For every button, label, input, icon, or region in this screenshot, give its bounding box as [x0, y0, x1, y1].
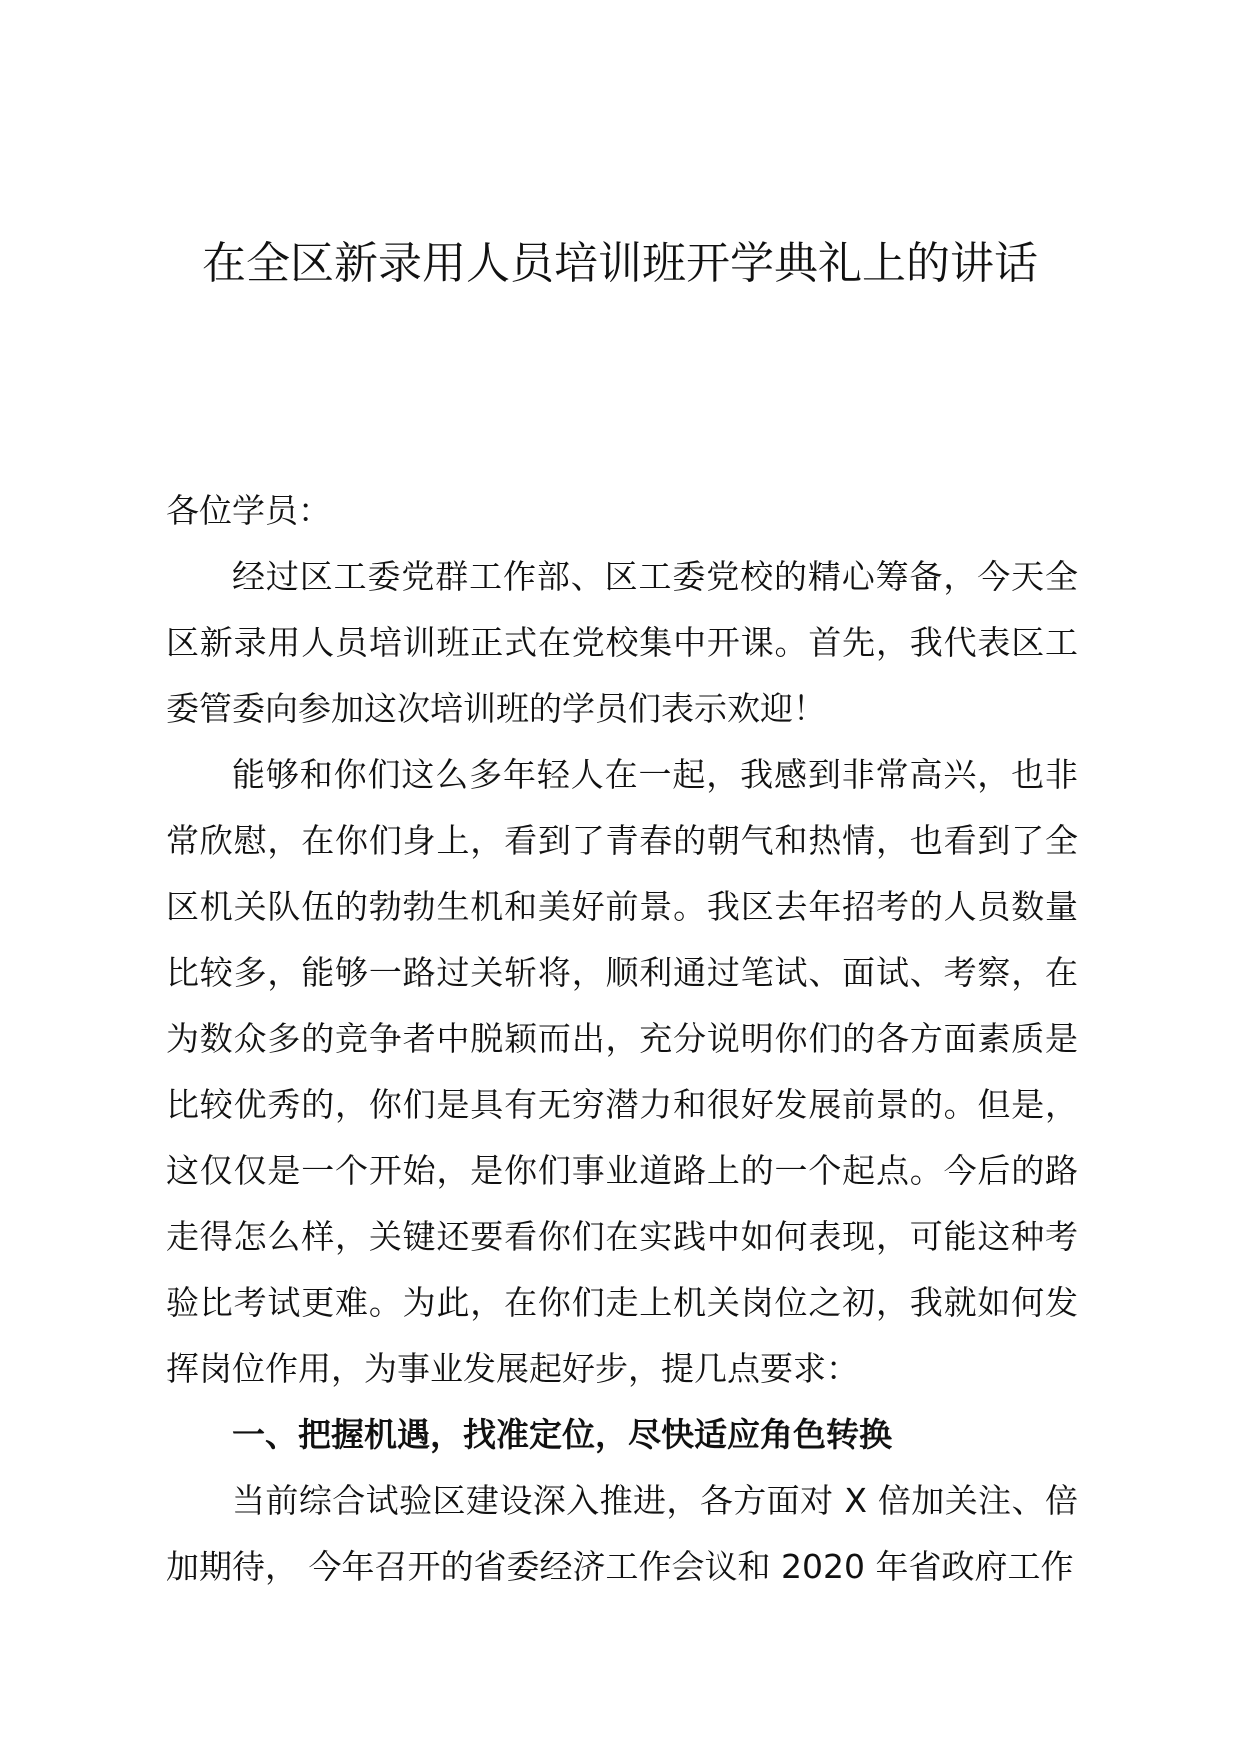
document-title: 在全区新录用人员培训班开学典礼上的讲话: [202, 238, 1038, 289]
paragraph-intro: 经过区工委党群工作部、区工委党校的精心筹备，今天全区新录用人员培训班正式在党校集中开课。首先，我代表区工委管委向参加这次培训班的学员们表示欢迎！: [166, 557, 1078, 728]
document-body: [166, 478, 1078, 1600]
salutation: 各位学员：: [166, 491, 331, 530]
paragraph-welcome: 能够和你们这么多年轻人在一起，我感到非常高兴，也非常欣慰，在你们身上，看到了青春的朝气和热情，也看到了全区机关队伍的勃勃生机和美好前景。我区去年招考的人员数量比较多，能够一路过关斩将，顺利通过笔试、面试、考察，在为数众多的竞争者中脱颖而出，充分说明你们的各方面素质是比较优秀的，你们是具有无穷潜力和很好发展前景的。但是，这仅仅是一个开始，是你们事业道路上的一个起点。今后的路走得怎么样，关键还要看你们在实践中如何表现，可能这种考验比考试更难。为此，在你们走上机关岗位之初，我就如何发挥岗位作用，为事业发展起好步，提几点要求：: [166, 755, 1078, 1388]
section-heading: 一、把握机遇，找准定位，尽快适应角色转换: [232, 1415, 892, 1454]
section-paragraph: 当前综合试验区建设深入推进，各方面对 X 倍加关注、倍加期待， 今年召开的省委经济工作会议和 2020 年省政府工作: [166, 1481, 1078, 1586]
